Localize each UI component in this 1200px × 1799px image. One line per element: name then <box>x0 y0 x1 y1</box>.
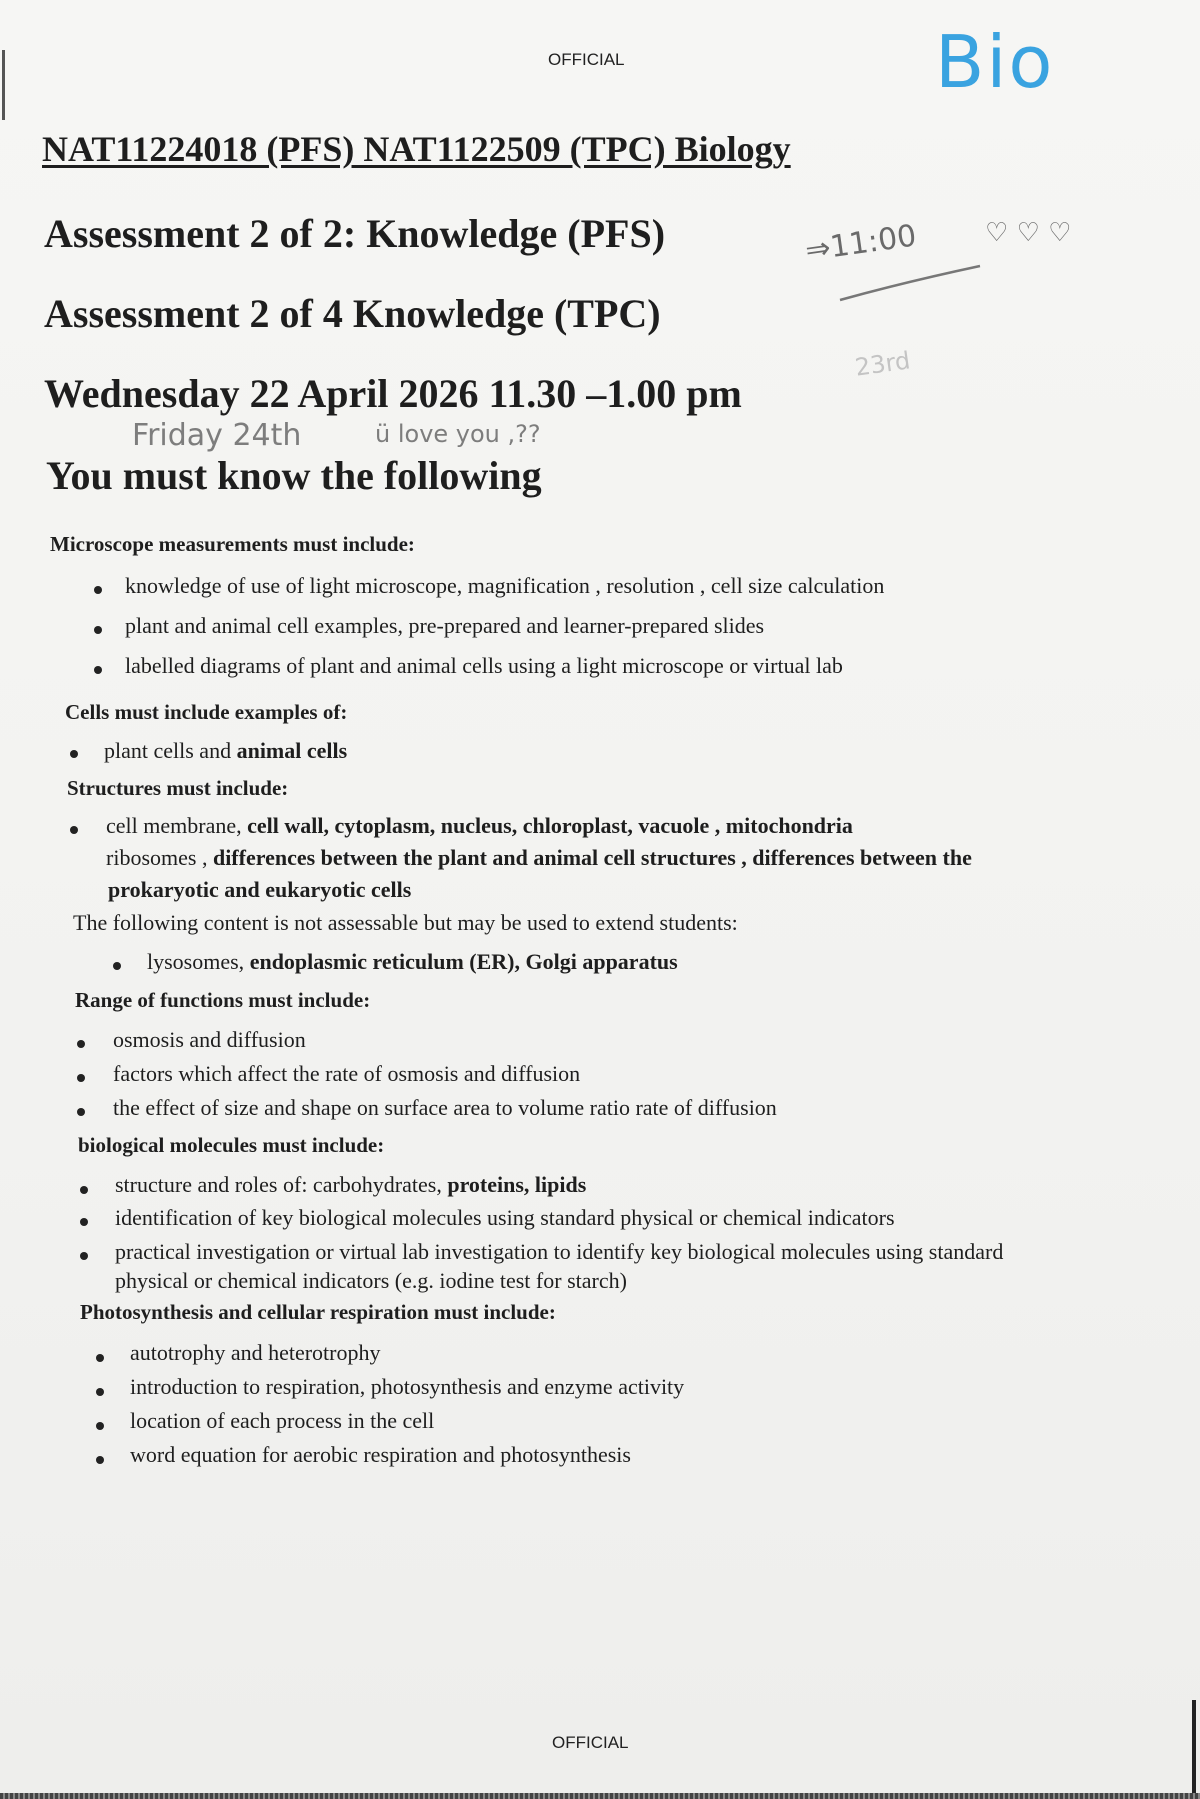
structures-line1-plain: cell membrane, <box>106 813 248 838</box>
date-time-heading: Wednesday 22 April 2026 11.30 –1.00 pm <box>44 371 742 416</box>
assessment-pfs-heading: Assessment 2 of 2: Knowledge (PFS) <box>44 211 666 256</box>
official-label-bottom: OFFICIAL <box>552 1733 629 1752</box>
handwritten-time-note: ⇒11:00 <box>803 218 919 269</box>
handwritten-bio: Bio <box>935 20 1055 104</box>
microscope-item: labelled diagrams of plant and animal cells using a light microscope or virtual lab <box>125 653 843 678</box>
bullet <box>96 1422 104 1430</box>
bullet <box>77 1108 85 1116</box>
functions-item: osmosis and diffusion <box>113 1027 306 1052</box>
photosynthesis-item: word equation for aerobic respiration and photosynthesis <box>130 1442 631 1467</box>
photosynthesis-item: location of each process in the cell <box>130 1408 435 1433</box>
handwritten-underline <box>835 258 985 308</box>
bullet <box>77 1074 85 1082</box>
must-know-heading: You must know the following <box>46 453 542 498</box>
page-edge-left <box>2 50 5 120</box>
assessment-tpc-heading: Assessment 2 of 4 Knowledge (TPC) <box>44 291 661 336</box>
bullet <box>94 666 102 674</box>
bullet <box>96 1388 104 1396</box>
cells-item <box>104 738 347 764</box>
photosynthesis-heading: Photosynthesis and cellular respiration must include: <box>80 1300 556 1324</box>
extend-item <box>147 949 678 975</box>
extend-item-plain: lysosomes, <box>147 949 250 974</box>
structures-line2-plain: ribosomes , <box>106 845 213 870</box>
handwritten-23rd: 23rd <box>853 346 912 382</box>
microscope-item: plant and animal cell examples, pre-prepared and learner-prepared slides <box>125 613 765 638</box>
structures-line1-bold: cell wall, cytoplasm, nucleus, chloroplast, vacuole , mitochondria <box>247 813 853 838</box>
structures-heading: Structures must include: <box>67 776 289 800</box>
cells-item-plain: plant cells and <box>104 738 237 763</box>
handwritten-love-note: ü love you ,?? <box>375 420 541 448</box>
photosynthesis-item: introduction to respiration, photosynthesis and enzyme activity <box>130 1374 685 1399</box>
extend-item-bold: endoplasmic reticulum (ER), Golgi apparatus <box>249 949 678 974</box>
bullet <box>70 826 78 834</box>
handwritten-friday: Friday 24th <box>132 418 302 453</box>
bullet <box>94 586 102 594</box>
structures-line3 <box>108 877 411 903</box>
extend-note: The following content is not assessable but may be used to extend students: <box>73 910 738 935</box>
molecules-item <box>115 1172 586 1198</box>
microscope-heading: Microscope measurements must include: <box>50 532 415 556</box>
handwritten-hearts: ♡ ♡ ♡ <box>985 218 1072 248</box>
photosynthesis-item: autotrophy and heterotrophy <box>130 1340 381 1365</box>
molecules-item1-bold: proteins, lipids <box>447 1172 587 1197</box>
page-edge-right <box>1192 1700 1196 1799</box>
structures-line1 <box>106 813 853 839</box>
functions-heading: Range of functions must include: <box>75 988 371 1012</box>
molecules-heading: biological molecules must include: <box>78 1133 385 1157</box>
molecules-item1-plain: structure and roles of: carbohydrates, <box>115 1172 448 1197</box>
bullet <box>96 1456 104 1464</box>
bullet <box>80 1218 88 1226</box>
bullet <box>70 750 78 758</box>
structures-line2 <box>106 845 972 871</box>
bullet <box>94 626 102 634</box>
functions-item: factors which affect the rate of osmosis and diffusion <box>113 1061 581 1086</box>
structures-line2-bold: differences between the plant and animal cell structures , differences between the <box>212 845 972 870</box>
molecules-item: identification of key biological molecules using standard physical or chemical indicators <box>115 1205 895 1230</box>
bullet <box>113 962 121 970</box>
cells-heading: Cells must include examples of: <box>65 700 348 724</box>
structures-line3-bold: prokaryotic and eukaryotic cells <box>108 877 412 902</box>
functions-item: the effect of size and shape on surface area to volume ratio rate of diffusion <box>113 1095 777 1120</box>
official-label-top: OFFICIAL <box>548 50 625 69</box>
microscope-item: knowledge of use of light microscope, magnification , resolution , cell size calculation <box>125 573 885 598</box>
cells-item-bold: animal cells <box>236 738 348 763</box>
bullet <box>80 1252 88 1260</box>
course-title: NAT11224018 (PFS) NAT1122509 (TPC) Biology <box>42 129 791 169</box>
bullet <box>80 1186 88 1194</box>
page-edge-bottom <box>0 1793 1200 1799</box>
molecules-item: practical investigation or virtual lab investigation to identify key biological molecules using standard <box>115 1239 1004 1264</box>
bullet <box>96 1354 104 1362</box>
molecules-item-cont: physical or chemical indicators (e.g. iodine test for starch) <box>115 1268 627 1293</box>
bullet <box>77 1040 85 1048</box>
